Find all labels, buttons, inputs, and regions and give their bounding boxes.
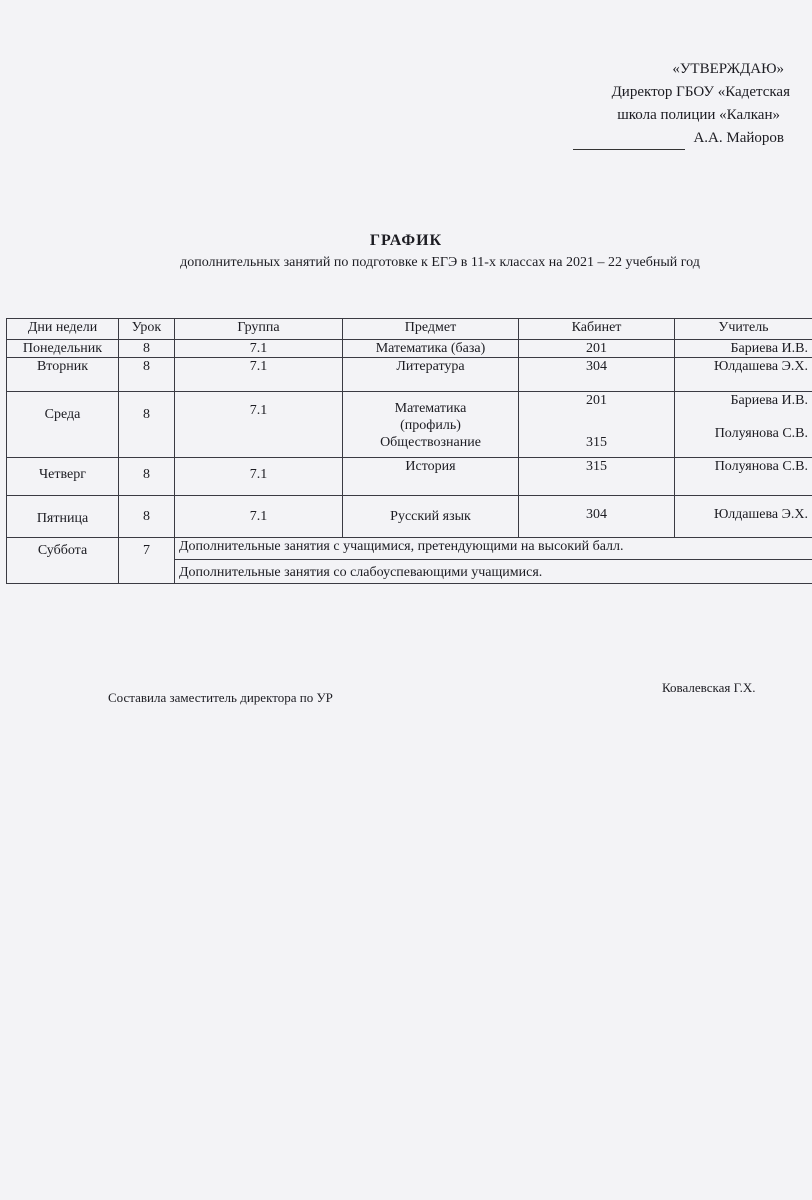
cell-lesson: 8 bbox=[119, 392, 175, 458]
subject-line: Математика bbox=[394, 401, 467, 416]
approval-stamp: «УТВЕРЖДАЮ» bbox=[672, 61, 784, 77]
teacher-value: Полуянова С.В. bbox=[714, 426, 808, 441]
signature-line bbox=[573, 135, 685, 150]
cell-lesson: 8 bbox=[119, 496, 175, 538]
subject-line: Обществознание bbox=[380, 435, 481, 450]
approval-signatory: А.А. Майоров bbox=[693, 130, 784, 146]
footer-compiled-by: Составила заместитель директора по УР bbox=[108, 690, 333, 705]
cell-day: Среда bbox=[7, 392, 119, 458]
table-row bbox=[7, 458, 812, 496]
teacher-value: Бариева И.В. bbox=[730, 393, 808, 408]
cell-lesson: 8 bbox=[119, 340, 175, 358]
room-value: 315 bbox=[586, 435, 607, 450]
table-row bbox=[7, 340, 812, 358]
cell-teacher bbox=[675, 392, 812, 458]
approval-block bbox=[540, 58, 790, 150]
signature-row bbox=[540, 127, 790, 150]
approval-position-line2: школа полиции «Калкан» bbox=[617, 107, 780, 123]
cell-group: 7.1 bbox=[175, 458, 343, 496]
document-subtitle: дополнительных занятий по подготовке к ЕГЭ в 11-х классах на 2021 – 22 учебный год bbox=[180, 255, 700, 270]
cell-lesson: 8 bbox=[119, 358, 175, 392]
cell-teacher: Бариева И.В. bbox=[675, 340, 812, 358]
cell-note: Дополнительные занятия со слабоуспевающими учащимися. bbox=[175, 560, 812, 584]
approval-position-line1: Директор ГБОУ «Кадетская bbox=[611, 84, 790, 100]
header-lesson: Урок bbox=[119, 319, 175, 340]
room-value: 201 bbox=[586, 393, 607, 408]
cell-note: Дополнительные занятия с учащимися, претендующими на высокий балл. bbox=[175, 538, 812, 560]
header-subject: Предмет bbox=[343, 319, 519, 340]
cell-group: 7.1 bbox=[175, 392, 343, 458]
cell-teacher: Полуянова С.В. bbox=[675, 458, 812, 496]
cell-day: Пятница bbox=[7, 496, 119, 538]
cell-subject bbox=[343, 392, 519, 458]
cell-lesson: 7 bbox=[119, 538, 175, 584]
header-day: Дни недели bbox=[7, 319, 119, 340]
cell-group: 7.1 bbox=[175, 496, 343, 538]
table-row bbox=[7, 358, 812, 392]
cell-room: 304 bbox=[519, 496, 675, 538]
cell-room: 201 bbox=[519, 340, 675, 358]
table-row bbox=[7, 496, 812, 538]
schedule-table bbox=[6, 318, 812, 584]
cell-room: 315 bbox=[519, 458, 675, 496]
header-group: Группа bbox=[175, 319, 343, 340]
table-row bbox=[7, 538, 812, 560]
subject-line: (профиль) bbox=[400, 418, 461, 433]
cell-day: Четверг bbox=[7, 458, 119, 496]
cell-subject: Литература bbox=[343, 358, 519, 392]
header-room: Кабинет bbox=[519, 319, 675, 340]
cell-day: Суббота bbox=[7, 538, 119, 584]
cell-day: Понедельник bbox=[7, 340, 119, 358]
cell-group: 7.1 bbox=[175, 358, 343, 392]
footer-name: Ковалевская Г.Х. bbox=[662, 680, 756, 695]
cell-subject: История bbox=[343, 458, 519, 496]
table-header-row bbox=[7, 319, 812, 340]
document-title: ГРАФИК bbox=[369, 232, 443, 249]
cell-teacher: Юлдашева Э.Х. bbox=[675, 496, 812, 538]
cell-lesson: 8 bbox=[119, 458, 175, 496]
cell-subject: Математика (база) bbox=[343, 340, 519, 358]
header-teacher: Учитель bbox=[675, 319, 812, 340]
cell-teacher: Юлдашева Э.Х. bbox=[675, 358, 812, 392]
table-row bbox=[7, 392, 812, 458]
cell-room: 304 bbox=[519, 358, 675, 392]
cell-room bbox=[519, 392, 675, 458]
cell-group: 7.1 bbox=[175, 340, 343, 358]
cell-day: Вторник bbox=[7, 358, 119, 392]
cell-subject: Русский язык bbox=[343, 496, 519, 538]
